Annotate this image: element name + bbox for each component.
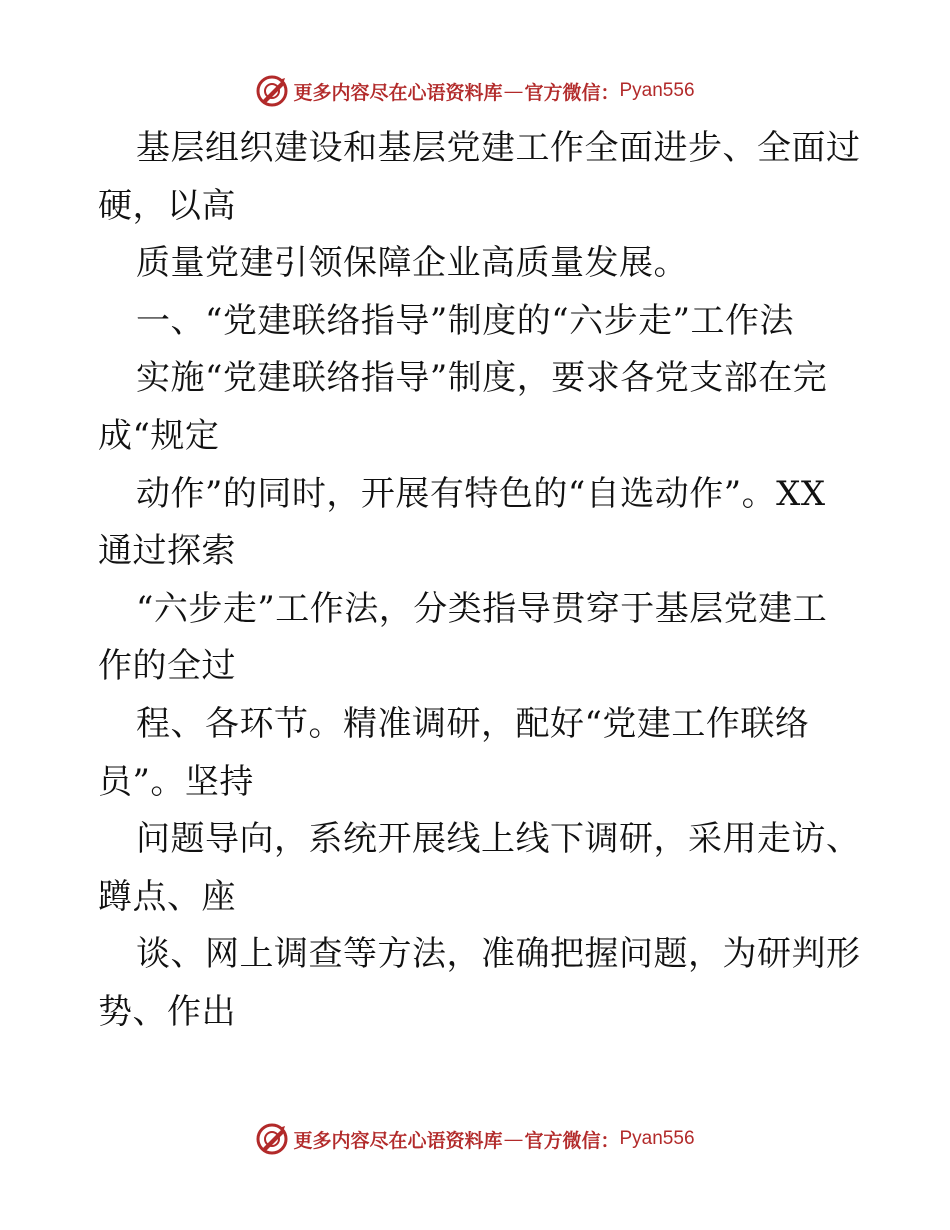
document-body xyxy=(98,120,861,1042)
text-line: 硬，以高 xyxy=(98,185,236,226)
watermark-handle: Pyan556 xyxy=(619,80,695,101)
watermark-label: 官方微信： xyxy=(524,81,620,104)
text-line: 程、各环节。精准调研，配好“党建工作联络 xyxy=(136,703,810,744)
text-line: 通过探索 xyxy=(98,531,236,572)
text-line: 动作”的同时，开展有特色的“自选动作”。XX xyxy=(136,473,826,514)
text-line: 质量党建引领保障企业高质量发展。 xyxy=(136,243,688,284)
text-line: 问题导向，系统开展线上线下调研，采用走访、 xyxy=(136,819,861,860)
text-line: 谈、网上调查等方法，准确把握问题，为研判形 xyxy=(136,934,861,975)
text-line: 成“规定 xyxy=(98,415,220,456)
watermark-handle: Pyan556 xyxy=(619,1128,695,1149)
text-line: 一、“党建联络指导”制度的“六步走”工作法 xyxy=(136,300,795,341)
text-line: 基层组织建设和基层党建工作全面进步、全面过 xyxy=(136,128,861,168)
text-line: “六步走”工作法，分类指导贯穿于基层党建工 xyxy=(136,588,828,629)
brand-logo-icon xyxy=(255,1122,289,1156)
text-line: 员”。坚持 xyxy=(98,761,254,802)
watermark-brand: 更多内容尽在心语资料库 xyxy=(293,1129,503,1152)
text-line: 势、作出 xyxy=(98,991,236,1032)
watermark-separator: — xyxy=(504,1128,523,1149)
watermark-label: 官方微信： xyxy=(524,1129,620,1152)
watermark-brand: 更多内容尽在心语资料库 xyxy=(293,81,503,104)
brand-logo-icon xyxy=(255,74,289,108)
text-line: 作的全过 xyxy=(98,646,236,687)
watermark-separator: — xyxy=(504,80,523,101)
header-watermark xyxy=(0,71,950,111)
footer-watermark xyxy=(0,1119,950,1159)
text-line: 蹲点、座 xyxy=(98,876,236,917)
text-line: 实施“党建联络指导”制度，要求各党支部在完 xyxy=(136,358,828,399)
